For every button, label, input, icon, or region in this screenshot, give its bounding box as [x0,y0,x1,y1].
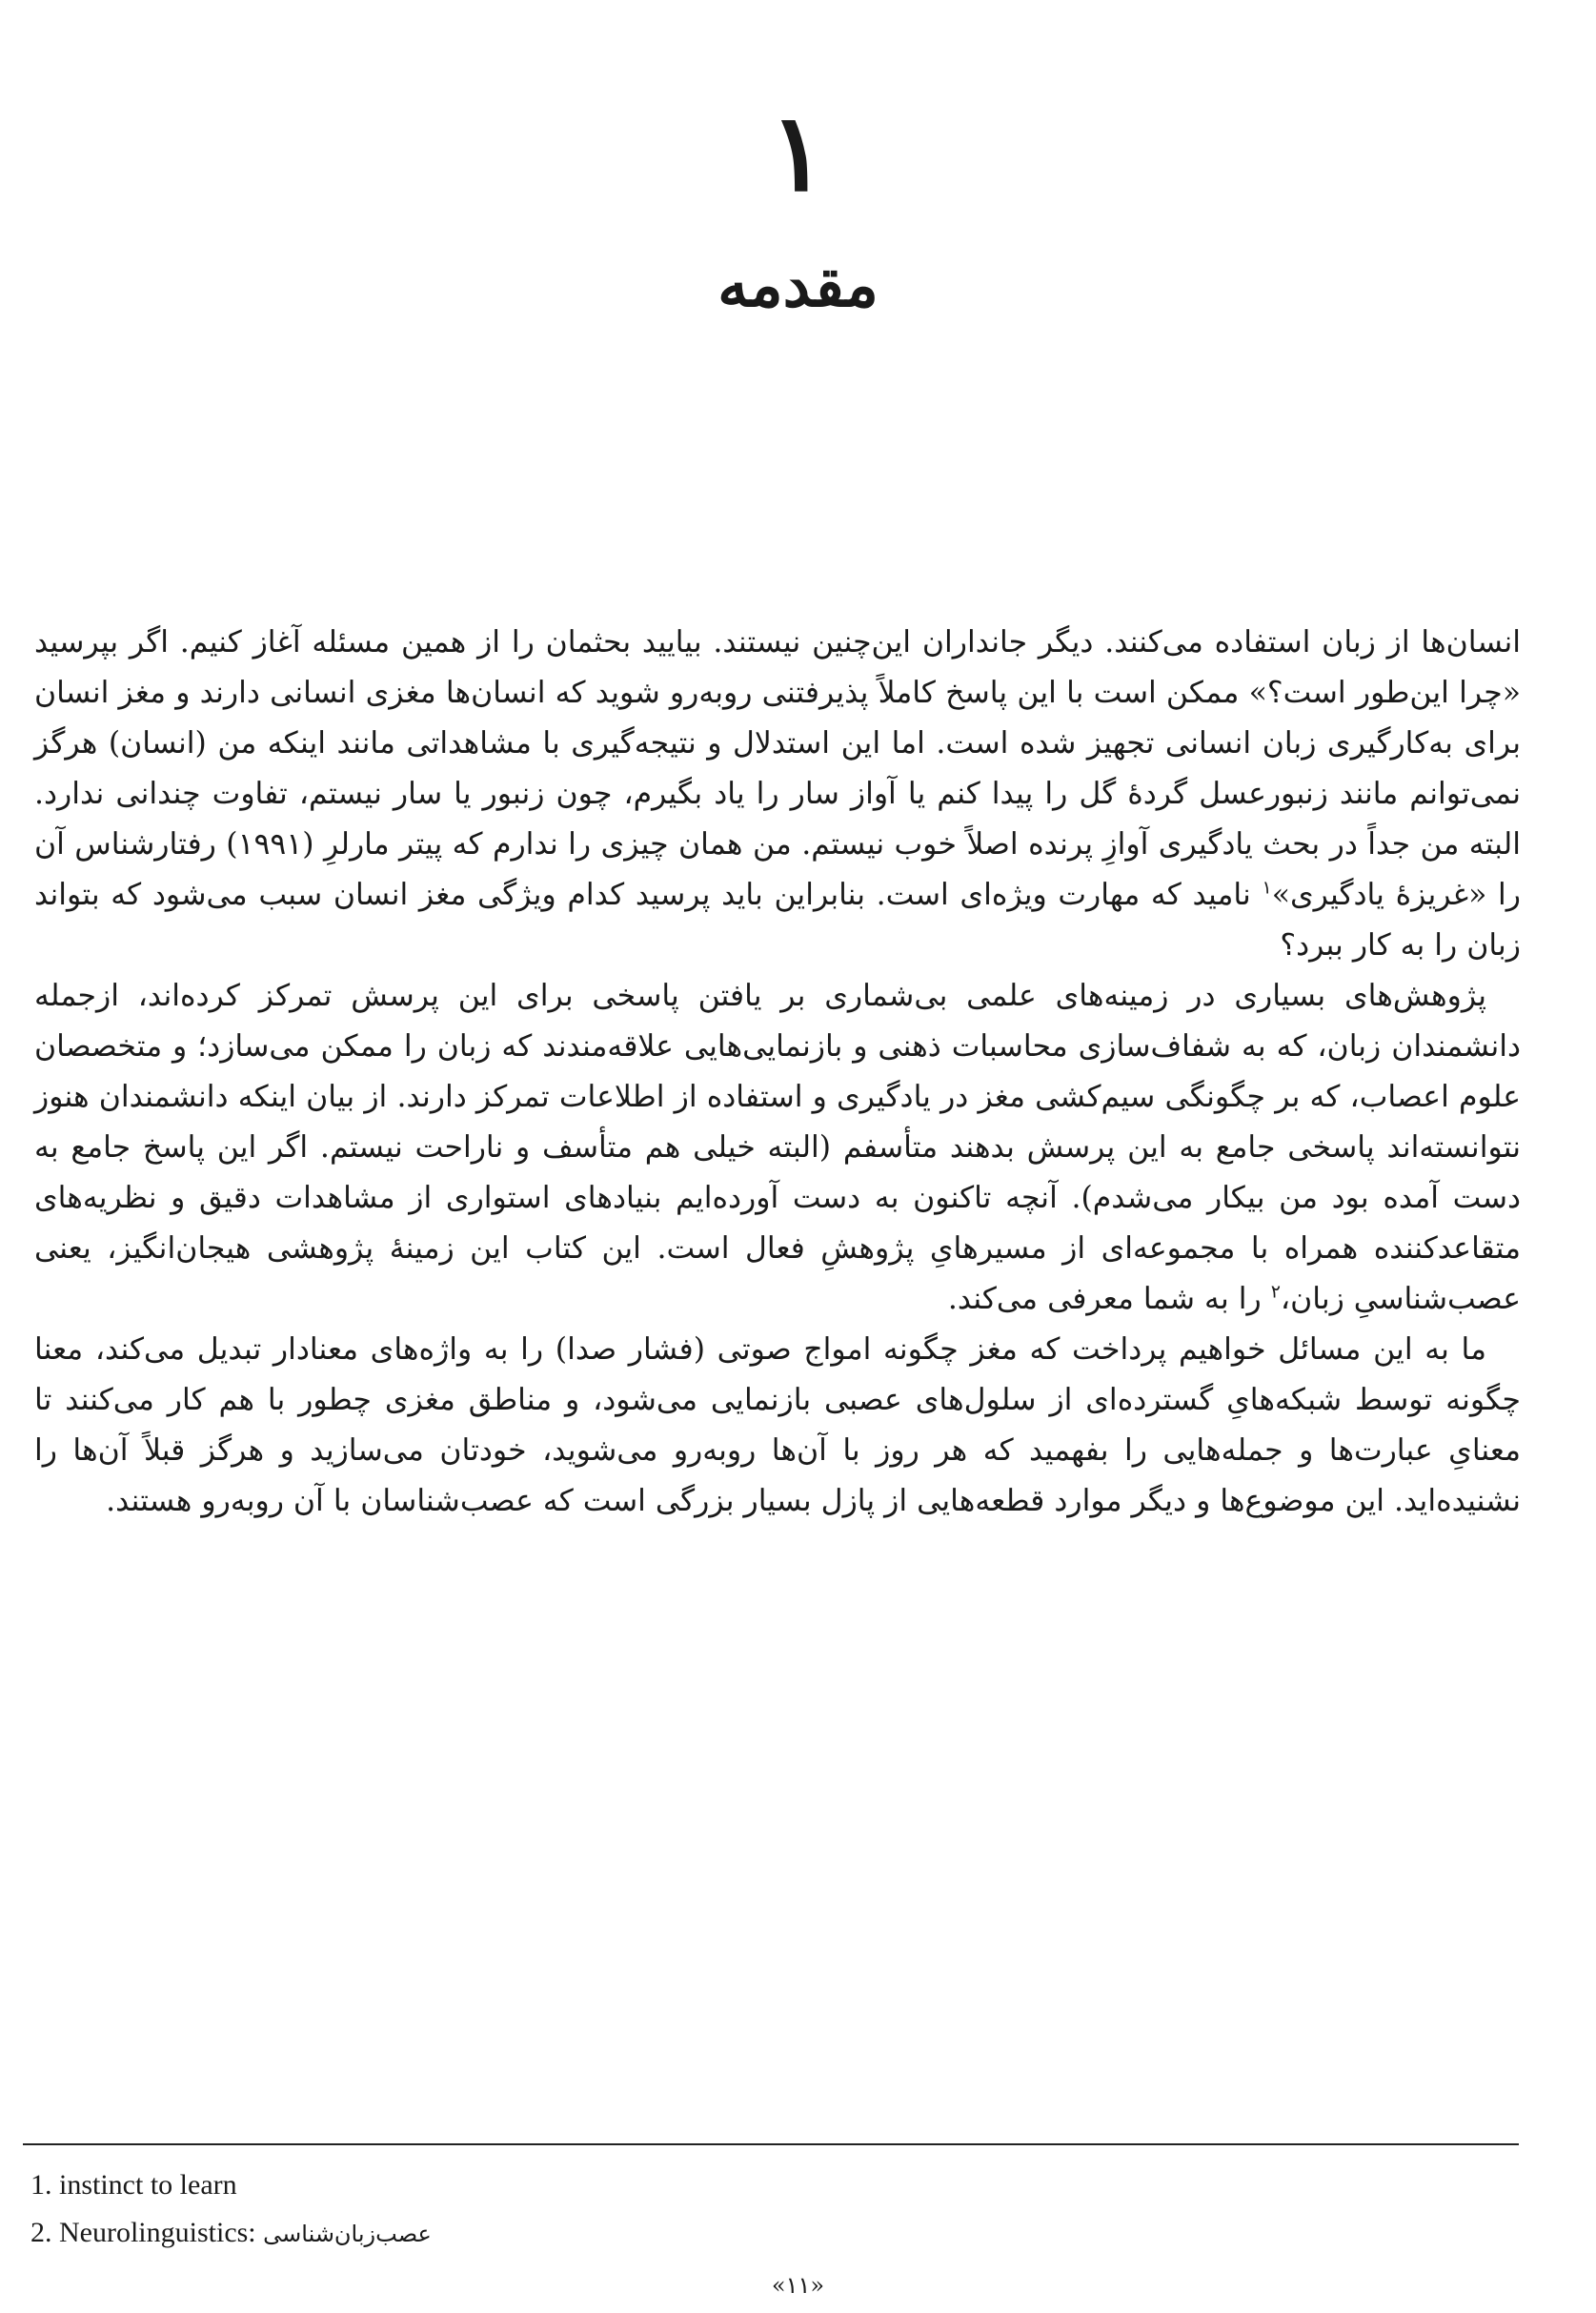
footnote-mark-2[interactable]: ۲ [1270,1281,1281,1303]
chapter-title: مقدمه [717,250,879,321]
paragraph-1-text-b: نامید که مهارت ویژه‌ای است. بنابراین باید پرسید کدام ویژگی مغز انسان سبب می‌شود که بتواند زبان را به کار ببرد؟ [34,878,1521,963]
page-number: «۱۱» [771,2272,825,2299]
paragraph-3: ما به این مسائل خواهیم پرداخت که مغز چگونه امواج صوتی (فشار صدا) را به واژه‌های معنادار تبدیل می‌کند، معنا چگونه توسط شبکه‌هایِ گسترده‌ای از سلول‌های عصبی بازنمایی می‌شود، و مناطق مغزی چطور با هم کار می‌کنند تا معنایِ عبارت‌ها و جمله‌هایی را بفهمید که هر روز با آن‌ها روبه‌رو می‌شوید، خودتان می‌سازید و هرگز قبلاً آن‌ها را نشنیده‌اید. این موضوع‌ها و دیگر موارد قطعه‌هایی از پازل بسیار بزرگی است که عصب‌شناسان با آن روبه‌رو هستند. [34,1332,1521,1518]
footnote-1 [30,2161,1174,2209]
footnote-2-term: عصب‌زبان‌شناسی [263,2221,432,2247]
footnote-1-label: 1. instinct to learn [30,2169,237,2201]
body-text [34,618,1521,1527]
paragraph-1 [34,618,1521,971]
paragraph-2-tail: را به شما معرفی می‌کند. [947,1282,1271,1316]
chapter-number: ۱ [769,91,827,215]
footnote-mark-1[interactable]: ۱ [1262,877,1272,899]
paragraph-2 [34,971,1521,1325]
footnote-divider [23,2143,1519,2145]
footnote-2-label: 2. Neurolinguistics: [30,2217,264,2248]
footnote-2 [30,2209,1174,2258]
paragraph-2-text: پژوهش‌های بسیاری در زمینه‌های علمی بی‌شماری بر یافتن پاسخی برای این پرسش تمرکز کرده‌اند، ازجمله دانشمندان زبان، که به شفاف‌سازی محاسبات ذهنی و بازنمایی‌هایی علاقه‌مندند که زبان را ممکن می‌سازد؛ و متخصصان علوم اعصاب، که بر چگونگی سیم‌کشی مغز در یادگیری و استفاده از اطلاعات تمرکز دارند. از بیان اینکه دانشمندان هنوز نتوانسته‌اند پاسخی جامع به این پرسش بدهند متأسفم (البته خیلی هم متأسف و ناراحت نیستم. اگر این پاسخ جامع به دست آمده بود من بیکار می‌شدم). آنچه تاکنون به دست آورده‌ایم بنیادهای استواری از مشاهدات دقیق و نظریه‌های متقاعدکننده همراه با مجموعه‌ای از مسیرهایِ پژوهشِ فعال است. این کتاب این زمینهٔ پژوهشی هیجان‌انگیز، یعنی عصب‌شناسیِ زبان، [34,979,1521,1316]
paragraph-1-text-a: انسان‌ها از زبان استفاده می‌کنند. دیگر جانداران این‌چنین نیستند. بیایید بحثمان را از همین مسئله آغاز کنیم. اگر بپرسید «چرا این‌طور است؟» ممکن است با این پاسخ کاملاً پذیرفتنی روبه‌رو شوید که انسان‌ها مغزی انسانی دارند و مغز انسان برای به‌کارگیری زبان انسانی تجهیز شده است. اما این استدلال و نتیجه‌گیری با مشاهداتی مانند اینکه من (انسان) هرگز نمی‌توانم مانند زنبورعسل گردهٔ گل را پیدا کنم یا آواز سار را یاد بگیرم، چون زنبور یا سار نیستم، تفاوت چندانی ندارد. البته من جداً در بحث یادگیری آوازِ پرنده اصلاً خوب نیستم. من همان چیزی را ندارم که پیتر مارلرِ (۱۹۹۱) رفتارشناس آن را «غریزهٔ یادگیری» [34,625,1522,912]
footnotes [30,2161,1174,2258]
